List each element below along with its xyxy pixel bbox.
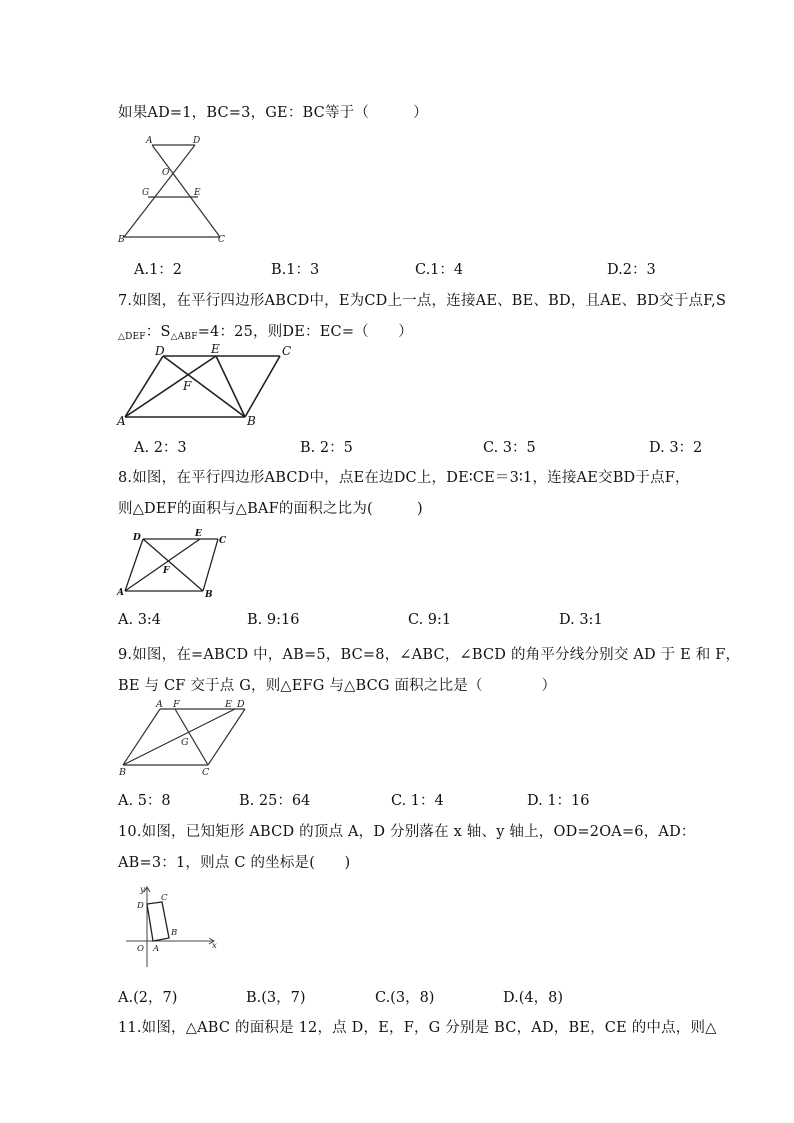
q10-option-c[interactable]: C.(3，8) [375, 990, 435, 1006]
label-x: x [212, 941, 217, 951]
label-G: G [142, 188, 150, 198]
label-B: B [119, 767, 126, 778]
q7-option-b[interactable]: B. 2：5 [300, 440, 353, 456]
label-F: F [173, 699, 180, 710]
q6-option-b[interactable]: B.1：3 [271, 262, 320, 278]
q8-option-b[interactable]: B. 9:16 [247, 612, 300, 628]
label-A: A [117, 588, 124, 598]
q8-option-d[interactable]: D. 3:1 [559, 612, 603, 628]
q10-question-line1: 10.如图，已知矩形 ABCD 的顶点 A，D 分别落在 x 轴、y 轴上，OD=2OA=6，AD： [118, 824, 696, 840]
q7-option-c[interactable]: C. 3：5 [483, 440, 536, 456]
q8-option-c[interactable]: C. 9:1 [408, 612, 452, 628]
q8-option-a[interactable]: A. 3:4 [118, 612, 162, 628]
label-C: C [218, 235, 225, 245]
label-E: E [195, 529, 202, 539]
q8-question-line2: 则△DEF的面积与△BAF的面积之比为( ) [118, 501, 423, 517]
q6-option-a[interactable]: A.1：2 [134, 262, 183, 278]
label-D: D [133, 533, 141, 543]
q9-question-line1: 9.如图，在=ABCD 中，AB=5，BC=8，∠ABC，∠BCD 的角平分线分别交 AD 于 E 和 F， [118, 647, 741, 663]
q10-question-line2: AB=3：1，则点 C 的坐标是( ) [118, 855, 351, 871]
q9-option-a[interactable]: A. 5：8 [118, 793, 171, 809]
label-C: C [161, 893, 168, 903]
q10-figure [118, 880, 228, 974]
label-D: D [237, 699, 245, 710]
q6-figure [112, 133, 242, 249]
q10-option-a[interactable]: A.(2，7) [118, 990, 178, 1006]
label-F: F [183, 379, 192, 393]
q7-question-line2 [118, 320, 413, 342]
label-y: y [140, 885, 145, 895]
q6-option-d[interactable]: D.2：3 [607, 262, 656, 278]
q9-figure [115, 697, 255, 783]
label-D: D [155, 344, 165, 358]
q10-option-b[interactable]: B.(3，7) [246, 990, 306, 1006]
label-C: C [202, 767, 210, 778]
q7-sub-abf: △ABF [170, 332, 198, 342]
q7-figure [115, 343, 300, 432]
label-A: A [146, 136, 153, 146]
q7-option-a[interactable]: A. 2：3 [134, 440, 187, 456]
q7-mid: ：S [145, 324, 171, 340]
q10-option-d[interactable]: D.(4，8) [503, 990, 563, 1006]
q7-sub-def: △DEF [118, 332, 146, 342]
q9-option-b[interactable]: B. 25：64 [239, 793, 311, 809]
label-A: A [156, 699, 163, 710]
label-O: O [162, 168, 170, 178]
q6-question-text: 如果AD=1，BC=3，GE：BC等于（ ） [118, 105, 428, 121]
q9-option-d[interactable]: D. 1：16 [527, 793, 590, 809]
q7-question-line1: 7.如图，在平行四边形ABCD中，E为CD上一点，连接AE、BE、BD，且AE、BD交于点F,S [118, 293, 727, 309]
label-B: B [118, 235, 125, 245]
q9-question-line2: BE 与 CF 交于点 G，则△EFG 与△BCG 面积之比是（ ） [118, 678, 557, 694]
label-C: C [282, 344, 292, 358]
label-E: E [225, 699, 232, 710]
q11-question-line1: 11.如图，△ABC 的面积是 12，点 D，E，F，G 分别是 BC，AD，BE，CE 的中点，则△ [118, 1020, 717, 1036]
label-A: A [153, 944, 160, 954]
label-C: C [219, 536, 227, 546]
label-D: D [137, 901, 144, 911]
label-E: E [194, 188, 201, 198]
label-F: F [163, 566, 170, 576]
label-E: E [211, 343, 220, 356]
q8-figure [115, 527, 235, 605]
label-B: B [171, 928, 178, 938]
label-G: G [181, 737, 189, 748]
label-B: B [205, 590, 213, 600]
q7-tail: =4：25，则DE：EC=（ ） [197, 324, 413, 340]
label-A: A [117, 414, 126, 428]
q9-option-c[interactable]: C. 1：4 [391, 793, 444, 809]
q6-option-c[interactable]: C.1：4 [415, 262, 464, 278]
label-B: B [247, 414, 256, 428]
label-O: O [137, 944, 144, 954]
label-D: D [193, 136, 201, 146]
q8-question-line1: 8.如图，在平行四边形ABCD中，点E在边DC上，DE∶CE＝3∶1，连接AE交BD于点F， [118, 470, 690, 486]
q7-option-d[interactable]: D. 3：2 [649, 440, 703, 456]
